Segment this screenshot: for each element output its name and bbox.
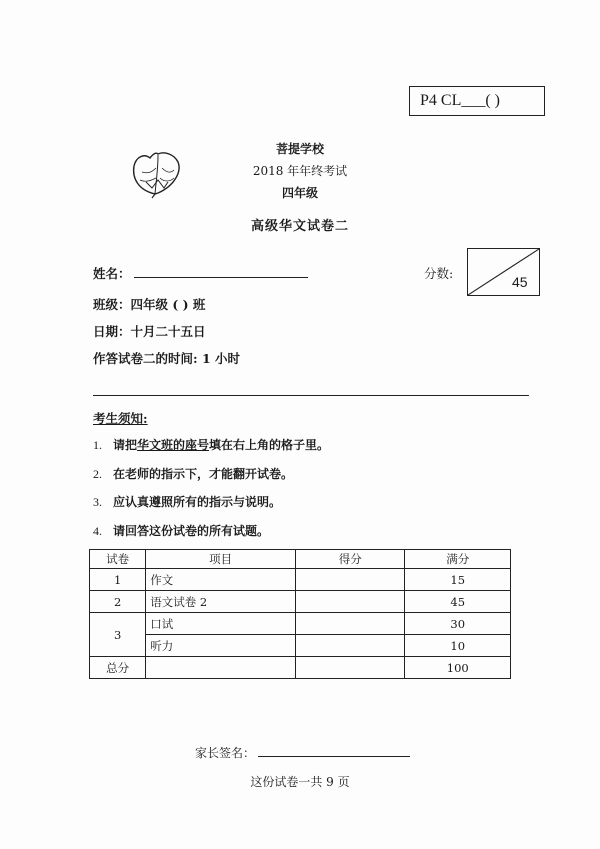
table-row [90, 635, 511, 657]
school-name: 菩提学校 [275, 142, 324, 156]
score-cell[interactable] [295, 569, 405, 591]
notice-item [93, 493, 281, 510]
paper-cell: 总分 [90, 657, 146, 679]
page-count: 这份试卷一共 9 页 [250, 775, 350, 789]
time-label: 作答试卷二的时间: 1 小时 [93, 351, 241, 366]
class-seat-box[interactable]: P4 CL___( ) [409, 86, 545, 116]
section-divider [93, 395, 529, 396]
class-field[interactable]: 班级：四年级 ( ) 班 [93, 297, 206, 312]
score-total: 45 [512, 274, 528, 290]
header-item: 项目 [146, 550, 296, 569]
notice-item-number: 2. [93, 467, 102, 481]
marks-table [89, 549, 511, 679]
notice-item-number: 4. [93, 524, 102, 538]
header-paper: 试卷 [90, 550, 146, 569]
notice-item-number: 3. [93, 495, 102, 509]
full-marks-cell: 100 [405, 657, 511, 679]
parent-signature-label: 家长签名： [195, 746, 256, 760]
paper-cell: 1 [90, 569, 146, 591]
item-cell: 口试 [146, 613, 296, 635]
score-box[interactable] [467, 248, 540, 296]
notice-item-number: 1. [93, 438, 102, 452]
parent-signature-field[interactable] [258, 756, 410, 757]
full-marks-cell: 10 [405, 635, 511, 657]
table-row [90, 657, 511, 679]
header-score: 得分 [295, 550, 405, 569]
header-full-marks: 满分 [405, 550, 511, 569]
name-label: 姓名： [93, 266, 131, 281]
grade-level: 四年级 [281, 186, 318, 200]
table-row [90, 613, 511, 635]
item-cell [146, 657, 296, 679]
score-divider-line [468, 249, 539, 295]
notice-item-text: 在老师的指示下，才能翻开试卷。 [113, 467, 294, 481]
item-cell: 语文试卷 2 [146, 591, 296, 613]
full-marks-cell: 45 [405, 591, 511, 613]
notice-item [93, 436, 329, 453]
notice-heading: 考生须知: [93, 411, 148, 426]
score-cell[interactable] [295, 657, 405, 679]
paper-cell: 2 [90, 591, 146, 613]
item-cell: 作文 [146, 569, 296, 591]
item-cell: 听力 [146, 635, 296, 657]
notice-item [93, 522, 269, 539]
exam-name: 2018 年年终考试 [252, 164, 348, 178]
notice-item-text: 应认真遵照所有的指示与说明。 [113, 495, 282, 509]
name-field[interactable] [134, 277, 308, 278]
notice-item [93, 465, 293, 482]
table-row [90, 591, 511, 613]
full-marks-cell: 15 [405, 569, 511, 591]
paper-title: 高级华文试卷二 [250, 219, 349, 234]
table-header-row [90, 550, 511, 569]
score-cell[interactable] [295, 613, 405, 635]
date-label: 日期：十月二十五日 [93, 324, 206, 339]
score-label: 分数: [424, 266, 454, 281]
score-cell[interactable] [295, 635, 405, 657]
score-cell[interactable] [295, 591, 405, 613]
paper-cell: 3 [90, 613, 146, 657]
full-marks-cell: 30 [405, 613, 511, 635]
notice-item-text: 请把华文班的座号填在右上角的格子里。 [113, 438, 330, 452]
notice-item-text: 请回答这份试卷的所有试题。 [113, 524, 270, 538]
table-row [90, 569, 511, 591]
